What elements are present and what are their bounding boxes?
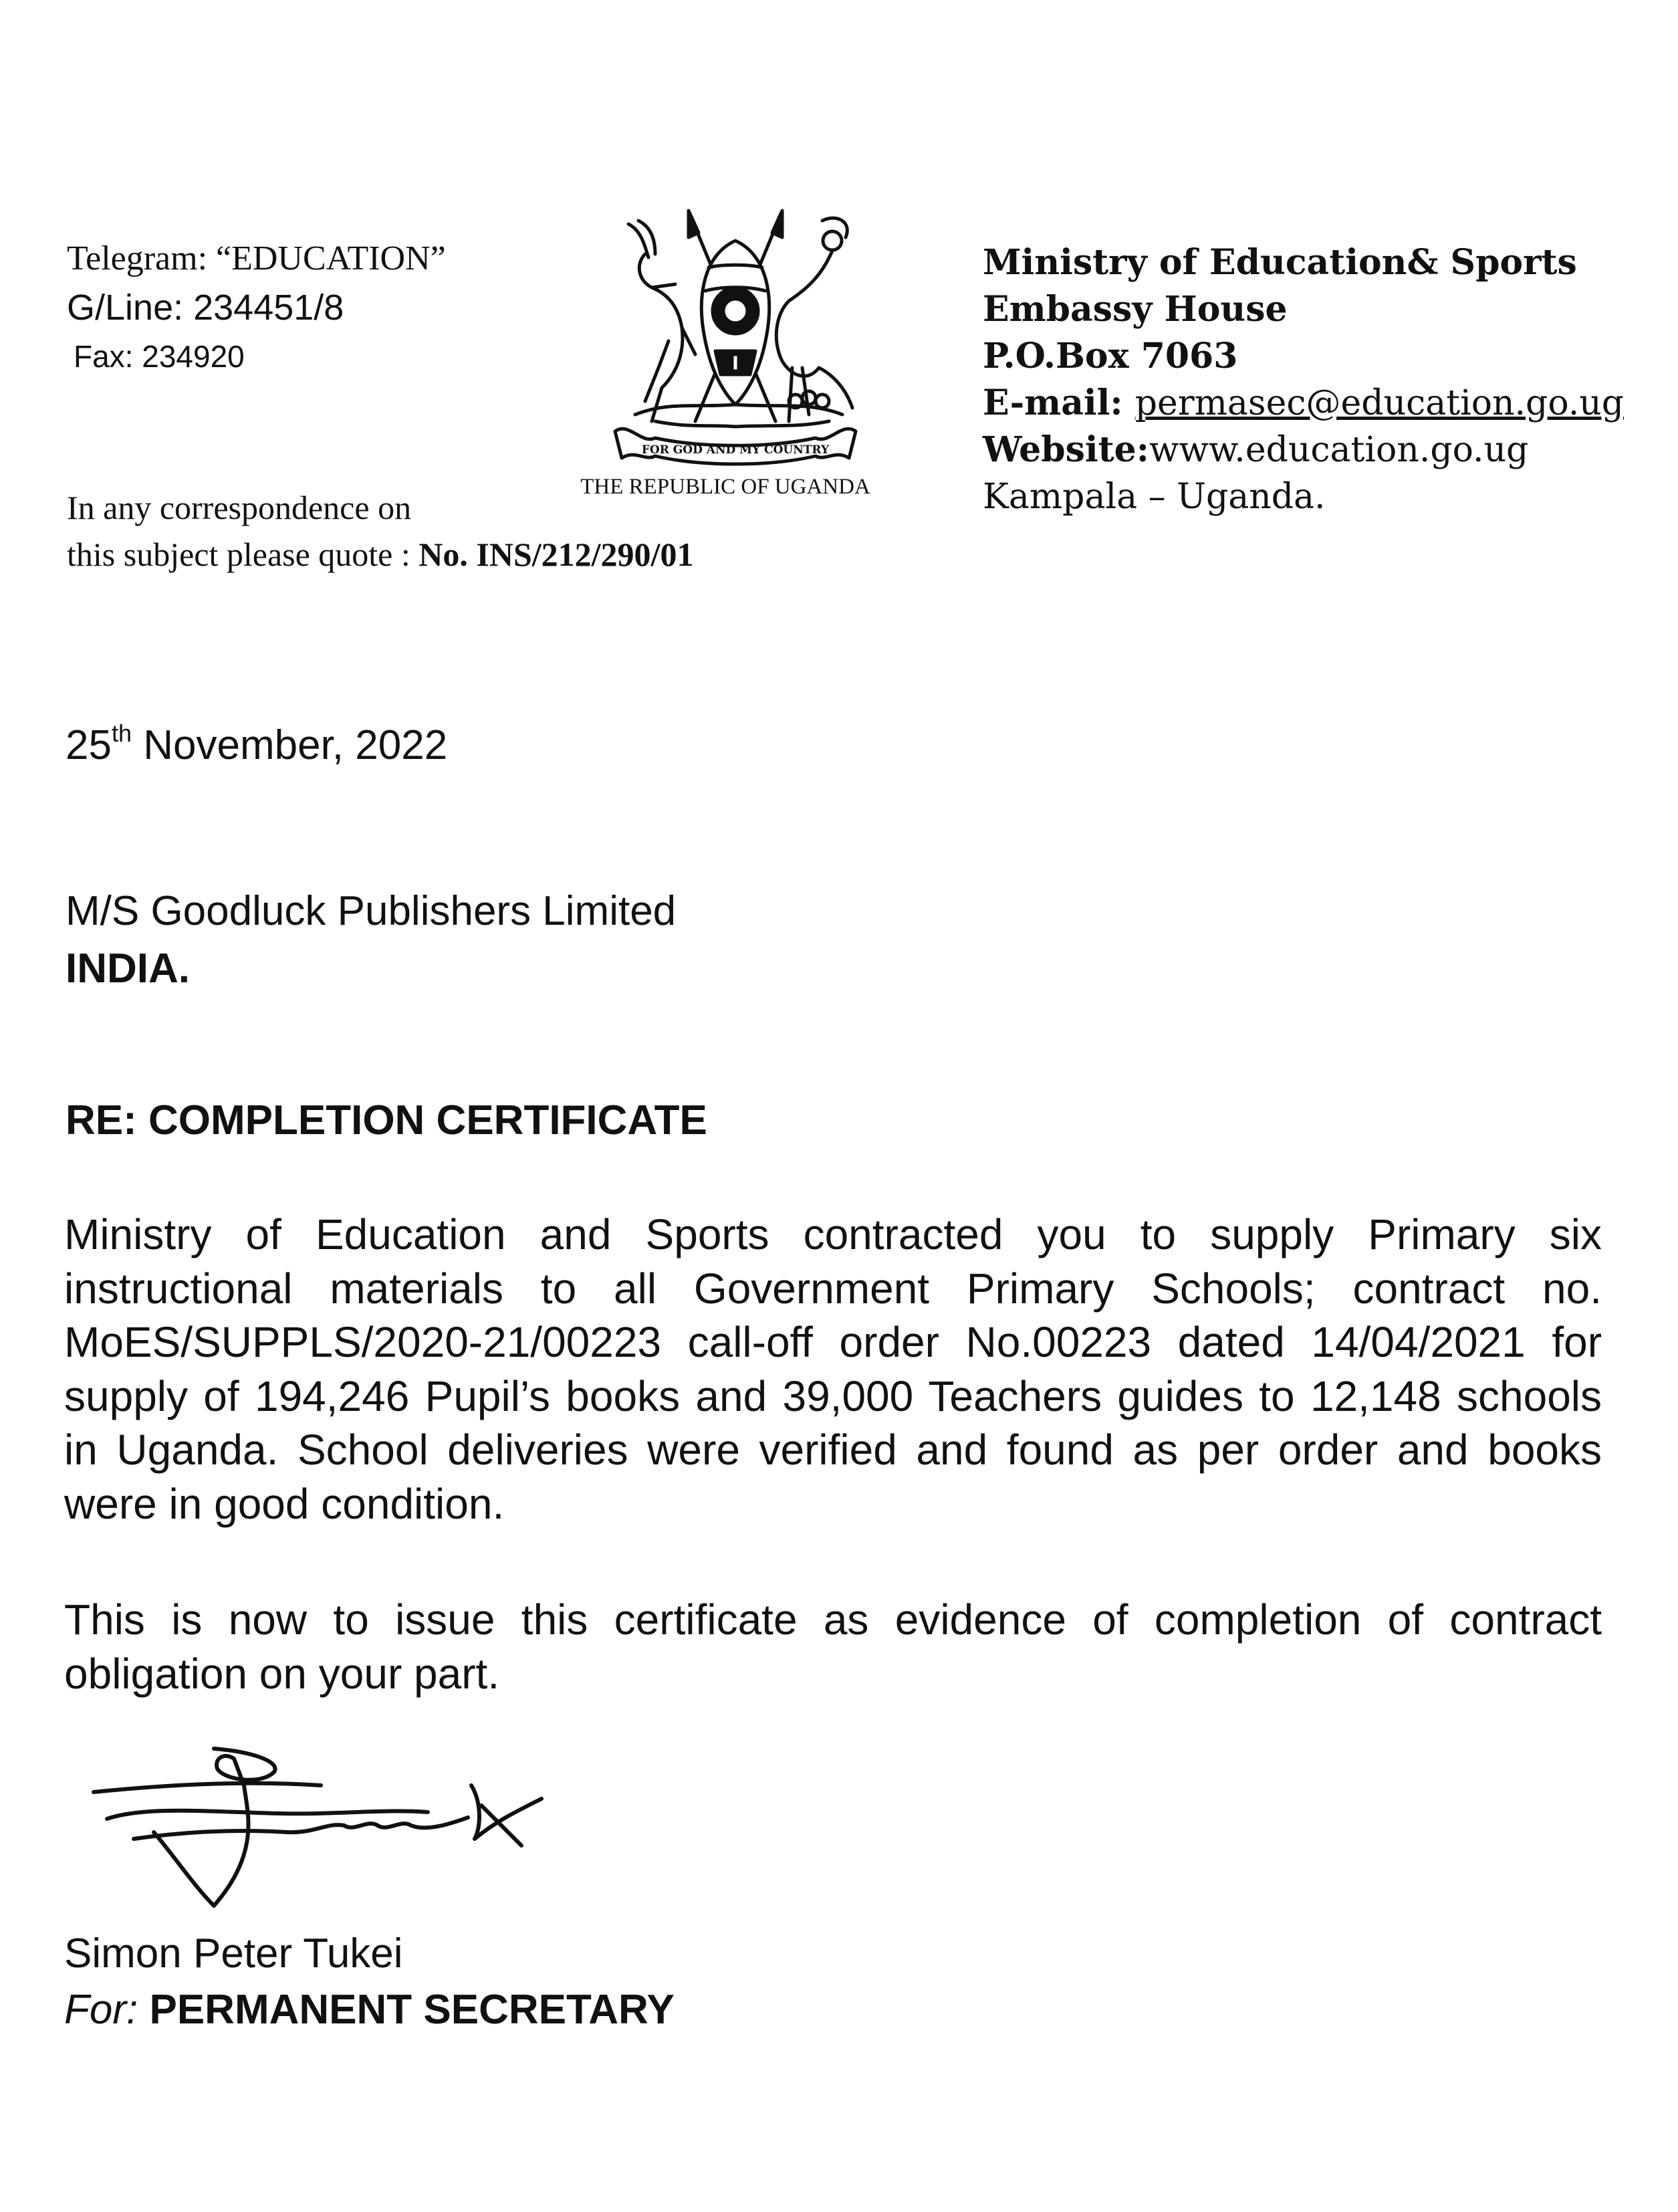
- correspondence-line-1: In any correspondence on: [67, 489, 412, 526]
- ministry-name: Ministry of Education& Sports: [983, 242, 1577, 283]
- for-label: For:: [64, 1987, 138, 2033]
- recipient-country: INDIA.: [66, 946, 190, 992]
- email-label: E-mail:: [983, 382, 1135, 423]
- correspondence-prefix: this subject please quote :: [67, 536, 419, 573]
- email-line: [983, 380, 1624, 427]
- signatory-block: [64, 1926, 675, 2038]
- date-rest: November, 2022: [132, 722, 448, 768]
- website-link[interactable]: www.education.go.ug: [1149, 430, 1529, 470]
- date-suffix: th: [111, 720, 132, 747]
- correspondence-line-2: [67, 531, 693, 578]
- recipient-name: M/S Goodluck Publishers Limited: [66, 888, 677, 934]
- telegram-line: Telegram: “EDUCATION”: [67, 239, 446, 278]
- ministry-address-block: [983, 239, 1624, 520]
- subject-line: RE: COMPLETION CERTIFICATE: [66, 1097, 707, 1143]
- recipient-address: [66, 883, 676, 998]
- po-box: P.O.Box 7063: [983, 336, 1238, 376]
- coat-of-arms-icon: [588, 201, 882, 481]
- fax-number: Fax: 234920: [74, 339, 245, 374]
- reference-number: No. INS/212/290/01: [418, 536, 694, 573]
- city-line: Kampala – Uganda.: [983, 477, 1326, 517]
- letter-date: [66, 720, 447, 769]
- email-link[interactable]: permasec@education.go.ug: [1134, 383, 1625, 423]
- signatory-title-line: [64, 1982, 675, 2038]
- website-label: Website:: [983, 429, 1149, 470]
- crest-motto: FOR GOD AND MY COUNTRY: [641, 443, 830, 457]
- signatory-name: Simon Peter Tukei: [64, 1930, 403, 1977]
- handwritten-signature: [80, 1739, 548, 1939]
- republic-caption: THE REPUBLIC OF UGANDA: [580, 475, 870, 499]
- letterhead-contact-block: [67, 235, 446, 380]
- signatory-title: PERMANENT SECRETARY: [149, 1987, 675, 2033]
- gline-phone: G/Line: 234451/8: [67, 288, 344, 328]
- website-line: [983, 427, 1624, 473]
- body-paragraph-1: Ministry of Education and Sports contracted you to supply Primary six instructional materials to all Government Primary Schools; contract no. MoES/SUPPLS/2020-21/00223 call-off order No.00223 dated 14/04/2021 for supply of 194,246 Pupil’s books and 39,000 Teachers guides to 12,148 schools in Uganda. School deliveries were verified and found as per order and books were in good condition.: [64, 1210, 1602, 1528]
- correspondence-reference: [67, 484, 693, 578]
- body-paragraph-2: This is now to issue this certificate as evidence of completion of contract obligation on your part.: [64, 1595, 1602, 1698]
- building-name: Embassy House: [983, 289, 1288, 330]
- date-day: 25: [66, 722, 112, 768]
